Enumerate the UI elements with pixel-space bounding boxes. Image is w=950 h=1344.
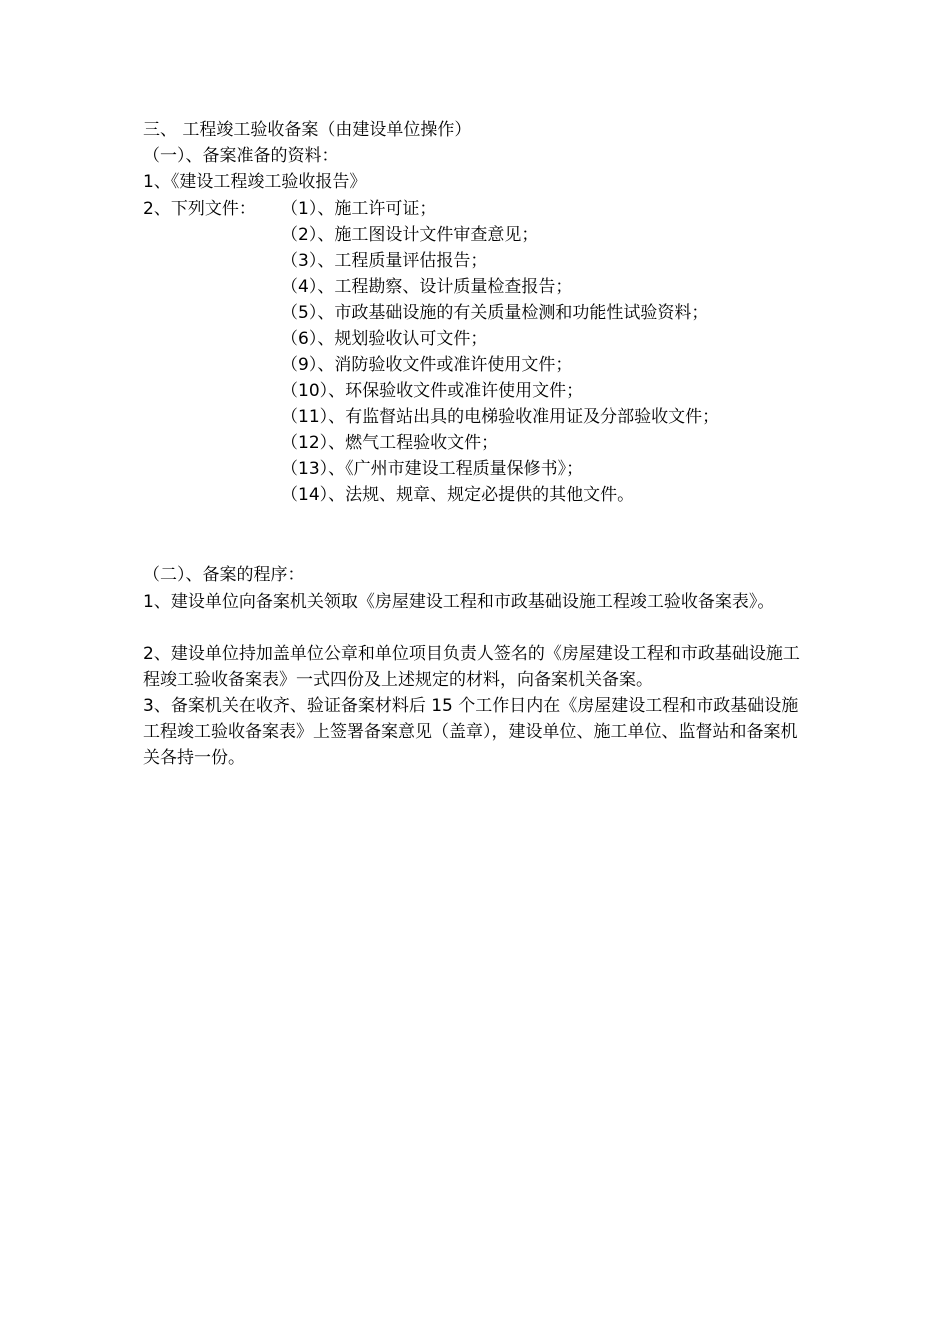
file-item: （13）、《广州市建设工程质量保修书》； bbox=[281, 459, 584, 479]
file-item: （11）、有监督站出具的电梯验收准用证及分部验收文件； bbox=[281, 407, 720, 427]
file-item: （12）、燃气工程验收文件； bbox=[281, 433, 499, 453]
procedure-step-1: 1、建设单位向备案机关领取《房屋建设工程和市政基础设施工程竣工验收备案表》。 bbox=[143, 592, 775, 612]
part1-item-2-label: 2、下列文件： bbox=[143, 199, 256, 219]
file-item: （3）、工程质量评估报告； bbox=[281, 251, 488, 271]
part1-item-1: 1、《建设工程竣工验收报告》 bbox=[143, 172, 367, 192]
file-item: （2）、施工图设计文件审查意见； bbox=[281, 225, 539, 245]
part1-heading: （一）、备案准备的资料： bbox=[143, 146, 339, 166]
file-item: （14）、法规、规章、规定必提供的其他文件。 bbox=[281, 485, 635, 505]
required-files-list bbox=[281, 196, 719, 508]
file-item: （10）、环保验收文件或准许使用文件； bbox=[281, 381, 584, 401]
file-item: （5）、市政基础设施的有关质量检测和功能性试验资料； bbox=[281, 303, 709, 323]
procedure-step-3: 3、备案机关在收齐、验证备案材料后 15 个工作日内在《房屋建设工程和市政基础设施工程竣工验收备案表》上签署备案意见（盖章），建设单位、施工单位、监督站和备案机关各持一份。 bbox=[143, 696, 799, 768]
part2-heading: （二）、备案的程序： bbox=[143, 565, 305, 585]
file-item: （4）、工程勘察、设计质量检查报告； bbox=[281, 277, 573, 297]
section-title: 三、 工程竣工验收备案（由建设单位操作） bbox=[143, 120, 472, 140]
file-item: （6）、规划验收认可文件； bbox=[281, 329, 488, 349]
file-item: （9）、消防验收文件或准许使用文件； bbox=[281, 355, 573, 375]
file-item: （1）、施工许可证； bbox=[281, 199, 437, 219]
procedure-step-2: 2、建设单位持加盖单位公章和单位项目负责人签名的《房屋建设工程和市政基础设施工程竣工验收备案表》一式四份及上述规定的材料，向备案机关备案。 bbox=[143, 644, 800, 690]
